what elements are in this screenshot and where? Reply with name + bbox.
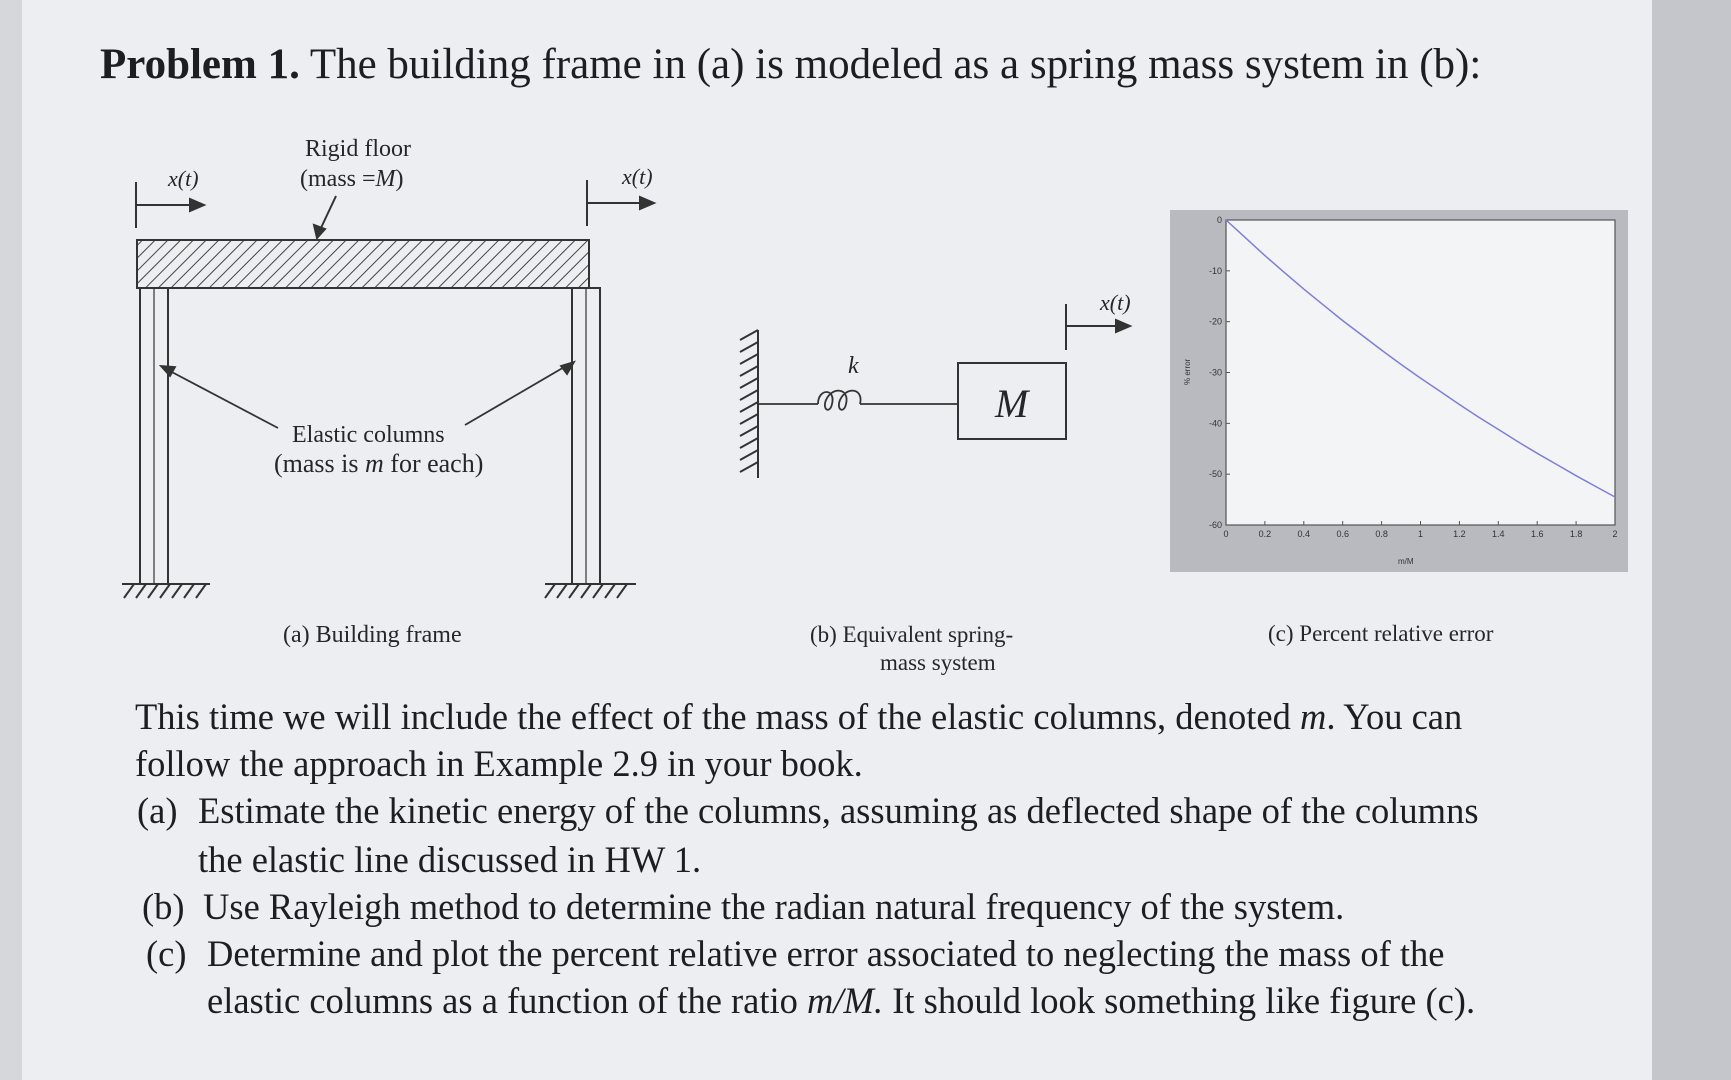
chart-x-tick-label: 0 (1223, 529, 1229, 539)
caption-figure-c: (c) Percent relative error (1268, 621, 1494, 646)
chart-y-tick-label: -20 (1208, 316, 1222, 327)
chart-x-tick-label: 1.8 (1569, 529, 1583, 539)
label-floor-mass: (mass =M) (300, 166, 404, 192)
label-x-right: x(t) (622, 164, 653, 189)
right-ground-support (545, 584, 636, 598)
body-line-2: follow the approach in Example 2.9 in your book. (135, 743, 863, 784)
figure-a-building-frame (122, 136, 654, 648)
chart-x-tick-label: 1.4 (1492, 529, 1505, 539)
item-a-text-line2: the elastic line discussed in HW 1. (198, 839, 702, 880)
rigid-floor-beam (137, 240, 589, 288)
label-mass-M: M (995, 381, 1029, 426)
problem-number: Problem 1. (100, 41, 300, 88)
item-c-text-line1: Determine and plot the percent relative error associated to neglecting the mass of the (207, 933, 1445, 974)
item-b-text-line1: Use Rayleigh method to determine the radian natural frequency of the system. (203, 886, 1345, 927)
body-line-1: This time we will include the effect of the mass of the elastic columns, denoted m. You can (135, 696, 1463, 737)
chart-plot-area (1226, 220, 1615, 525)
spring (758, 391, 958, 410)
chart-y-tick-label: -40 (1208, 418, 1222, 429)
item-b-label: (b) (142, 886, 185, 927)
chart-y-axis-label: % error (1183, 358, 1192, 385)
caption-figure-a: (a) Building frame (283, 622, 462, 648)
chart-y-tick-label: -50 (1208, 469, 1222, 480)
left-ground-support (122, 584, 210, 598)
chart-x-axis-label: m/M (1398, 557, 1414, 566)
caption-figure-b-line2: mass system (880, 650, 996, 675)
label-rigid-floor: Rigid floor (305, 136, 411, 162)
chart-x-tick-label: 2 (1612, 529, 1618, 539)
caption-figure-b-line1: (b) Equivalent spring- (810, 622, 1014, 647)
column-leader-arrows (161, 362, 574, 428)
label-x-left: x(t) (168, 166, 199, 191)
fixed-wall (740, 330, 758, 478)
chart-x-tick-label: 1.6 (1530, 529, 1544, 539)
figure-b-spring-mass (740, 290, 1131, 675)
floor-leader-arrow (314, 196, 336, 238)
item-a-label: (a) (137, 790, 178, 831)
label-x-mass: x(t) (1100, 290, 1131, 315)
chart-y-tick-label: -30 (1208, 367, 1222, 378)
chart-x-tick-label: 0.4 (1297, 529, 1311, 539)
chart-x-tick-label: 1.2 (1453, 529, 1466, 539)
item-c-label: (c) (146, 933, 187, 974)
chart-x-tick-label: 0.2 (1258, 529, 1272, 539)
chart-x-tick-label: 1 (1417, 529, 1424, 539)
chart-x-tick-label: 0.8 (1375, 529, 1388, 539)
label-columns-mass: (mass is m for each) (274, 449, 484, 478)
problem-statement: The building frame in (a) is modeled as a spring mass system in (b): (299, 41, 1482, 88)
chart-y-tick-label: -60 (1208, 520, 1222, 530)
label-spring-k: k (848, 353, 859, 379)
chart-y-tick-label: 0 (1216, 215, 1222, 225)
item-c-text-line2: elastic columns as a function of the ratio m/M. It should look something like figure (c). (207, 980, 1476, 1021)
item-a-text-line1: Estimate the kinetic energy of the columns, assuming as deflected shape of the columns (198, 790, 1479, 831)
label-elastic-columns: Elastic columns (292, 422, 445, 448)
figure-c-error-chart (1170, 210, 1628, 646)
chart-x-tick-label: 0.6 (1336, 529, 1349, 539)
chart-y-tick-label: -10 (1208, 265, 1222, 276)
